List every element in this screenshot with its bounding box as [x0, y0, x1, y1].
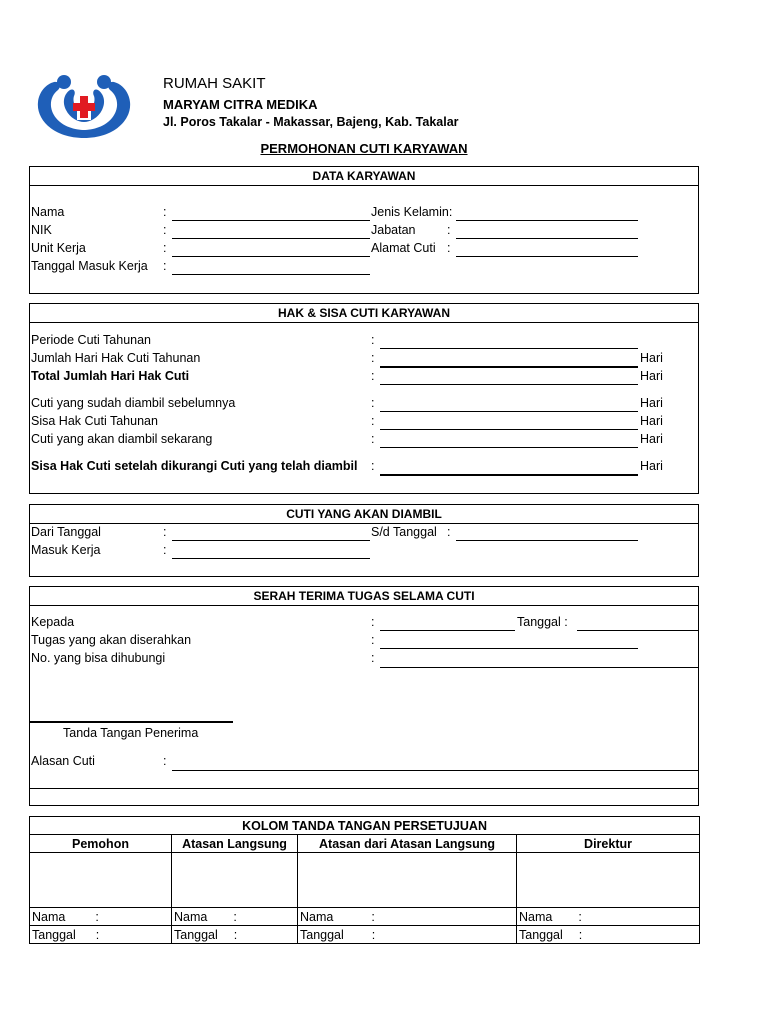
total-hari-field[interactable]	[380, 384, 638, 385]
hospital-logo-icon	[34, 72, 134, 140]
colon: :	[163, 241, 167, 255]
nama-cell[interactable]	[517, 908, 700, 926]
colon: :	[371, 414, 375, 428]
colon: :	[233, 927, 238, 942]
tanggal-label: Tanggal	[174, 927, 218, 942]
label-alasan-cuti: Alasan Cuti	[31, 754, 95, 768]
colon: :	[163, 754, 167, 768]
colon: :	[578, 909, 582, 924]
unit-hari: Hari	[640, 351, 663, 365]
label-ttd-penerima: Tanda Tangan Penerima	[63, 726, 199, 740]
label-total-hari: Total Jumlah Hari Hak Cuti	[31, 369, 190, 383]
colon: :	[233, 909, 237, 924]
label-tugas: Tugas yang akan diserahkan	[31, 633, 192, 647]
divider	[30, 788, 698, 789]
unit-hari: Hari	[640, 432, 663, 446]
tanggal-label: Tanggal	[519, 927, 563, 942]
section-cuti-diambil	[29, 504, 699, 577]
unit-hari: Hari	[640, 369, 663, 383]
colon: :	[371, 459, 375, 473]
colon: :	[578, 927, 583, 942]
sd-tanggal-field[interactable]	[456, 540, 638, 541]
label-masuk-kerja: Masuk Kerja	[31, 543, 101, 557]
label-tanggal-masuk: Tanggal Masuk Kerja	[31, 259, 148, 273]
colon: :	[163, 223, 167, 237]
colon: :	[371, 633, 375, 647]
tanggal-serah-field[interactable]	[577, 630, 698, 631]
col-pemohon: Pemohon	[30, 835, 172, 853]
colon: :	[447, 525, 451, 539]
unit-hari: Hari	[640, 396, 663, 410]
label-unit-kerja: Unit Kerja	[31, 241, 86, 255]
akan-diambil-field[interactable]	[380, 447, 638, 448]
colon: :	[447, 223, 451, 237]
hospital-address: Jl. Poros Takalar - Makassar, Bajeng, Kab. Takalar	[163, 115, 459, 129]
nama-cell[interactable]	[298, 908, 517, 926]
label-no-hubungi: No. yang bisa dihubungi	[31, 651, 166, 665]
colon: :	[95, 909, 99, 924]
alamat-cuti-field[interactable]	[456, 256, 638, 257]
colon: :	[163, 525, 167, 539]
col-direktur: Direktur	[517, 835, 700, 853]
section-title: HAK & SISA CUTI KARYAWAN	[30, 304, 698, 323]
colon: :	[371, 351, 375, 365]
label-kepada: Kepada	[31, 615, 75, 629]
section-title: CUTI YANG AKAN DIAMBIL	[30, 505, 698, 524]
colon: :	[371, 333, 375, 347]
approval-table	[29, 816, 700, 944]
label-nama: Nama	[31, 205, 65, 219]
nik-field[interactable]	[172, 238, 370, 239]
periode-field[interactable]	[380, 348, 638, 349]
signature-box-atasan-atasan[interactable]	[298, 853, 517, 908]
tanggal-cell[interactable]	[298, 926, 517, 944]
colon: :	[447, 241, 451, 255]
approval-title: KOLOM TANDA TANGAN PERSETUJUAN	[30, 817, 700, 835]
kepada-field[interactable]	[380, 630, 515, 631]
colon: :	[371, 909, 375, 924]
dari-tanggal-field[interactable]	[172, 540, 370, 541]
jumlah-hari-field[interactable]	[380, 366, 638, 368]
sisa-setelah-field[interactable]	[380, 474, 638, 476]
nama-cell[interactable]	[172, 908, 298, 926]
unit-hari: Hari	[640, 414, 663, 428]
colon: :	[163, 259, 167, 273]
hospital-name: MARYAM CITRA MEDIKA	[163, 97, 318, 112]
label-jabatan: Jabatan	[371, 223, 416, 237]
colon: :	[371, 651, 375, 665]
label-jumlah-hari: Jumlah Hari Hak Cuti Tahunan	[31, 351, 201, 365]
unit-kerja-field[interactable]	[172, 256, 370, 257]
label-dari-tanggal: Dari Tanggal	[31, 525, 101, 539]
label-alamat-cuti: Alamat Cuti	[371, 241, 436, 255]
sisa-hak-field[interactable]	[380, 429, 638, 430]
form-title: PERMOHONAN CUTI KARYAWAN	[260, 141, 468, 156]
hospital-label: RUMAH SAKIT	[163, 75, 266, 92]
signature-box-atasan[interactable]	[172, 853, 298, 908]
label-akan-diambil: Cuti yang akan diambil sekarang	[31, 432, 213, 446]
label-sisa-setelah: Sisa Hak Cuti setelah dikurangi Cuti yang telah diambil	[31, 459, 358, 473]
label-tanggal: Tanggal :	[517, 615, 568, 629]
label-sisa-hak: Sisa Hak Cuti Tahunan	[31, 414, 158, 428]
colon: :	[371, 432, 375, 446]
label-jenis-kelamin: Jenis Kelamin:	[371, 205, 453, 219]
nama-label: Nama	[300, 909, 334, 924]
tanggal-masuk-field[interactable]	[172, 274, 370, 275]
section-title: DATA KARYAWAN	[30, 167, 698, 186]
tanggal-cell[interactable]	[517, 926, 700, 944]
tanggal-label: Tanggal	[32, 927, 76, 942]
signature-box-direktur[interactable]	[517, 853, 700, 908]
label-periode: Periode Cuti Tahunan	[31, 333, 151, 347]
nama-field[interactable]	[172, 220, 370, 221]
colon: :	[371, 369, 375, 383]
tanggal-label: Tanggal	[300, 927, 344, 942]
signature-line[interactable]	[30, 721, 233, 723]
colon: :	[371, 396, 375, 410]
no-hubungi-field[interactable]	[380, 667, 698, 668]
section-hak-cuti	[29, 303, 699, 494]
colon: :	[163, 543, 167, 557]
col-atasan-dari-atasan: Atasan dari Atasan Langsung	[298, 835, 517, 853]
tanggal-cell[interactable]	[30, 926, 172, 944]
nama-label: Nama	[32, 909, 66, 924]
colon: :	[95, 927, 100, 942]
masuk-kerja-field[interactable]	[172, 558, 370, 559]
unit-hari: Hari	[640, 459, 663, 473]
label-sd-tanggal: S/d Tanggal	[371, 525, 437, 539]
jenis-kelamin-field[interactable]	[456, 220, 638, 221]
nama-label: Nama	[174, 909, 208, 924]
nama-cell[interactable]	[30, 908, 172, 926]
tugas-field[interactable]	[380, 648, 638, 649]
alasan-cuti-field[interactable]	[172, 770, 698, 771]
signature-box-pemohon[interactable]	[30, 853, 172, 908]
col-atasan-langsung: Atasan Langsung	[172, 835, 298, 853]
section-serah-terima	[29, 586, 699, 806]
label-sudah-diambil: Cuti yang sudah diambil sebelumnya	[31, 396, 236, 410]
label-nik: NIK	[31, 223, 52, 237]
colon: :	[163, 205, 167, 219]
nama-label: Nama	[519, 909, 553, 924]
colon: :	[371, 615, 375, 629]
tanggal-cell[interactable]	[172, 926, 298, 944]
section-data-karyawan	[29, 166, 699, 294]
sudah-diambil-field[interactable]	[380, 411, 638, 412]
colon: :	[371, 927, 376, 942]
jabatan-field[interactable]	[456, 238, 638, 239]
section-title: SERAH TERIMA TUGAS SELAMA CUTI	[30, 587, 698, 606]
